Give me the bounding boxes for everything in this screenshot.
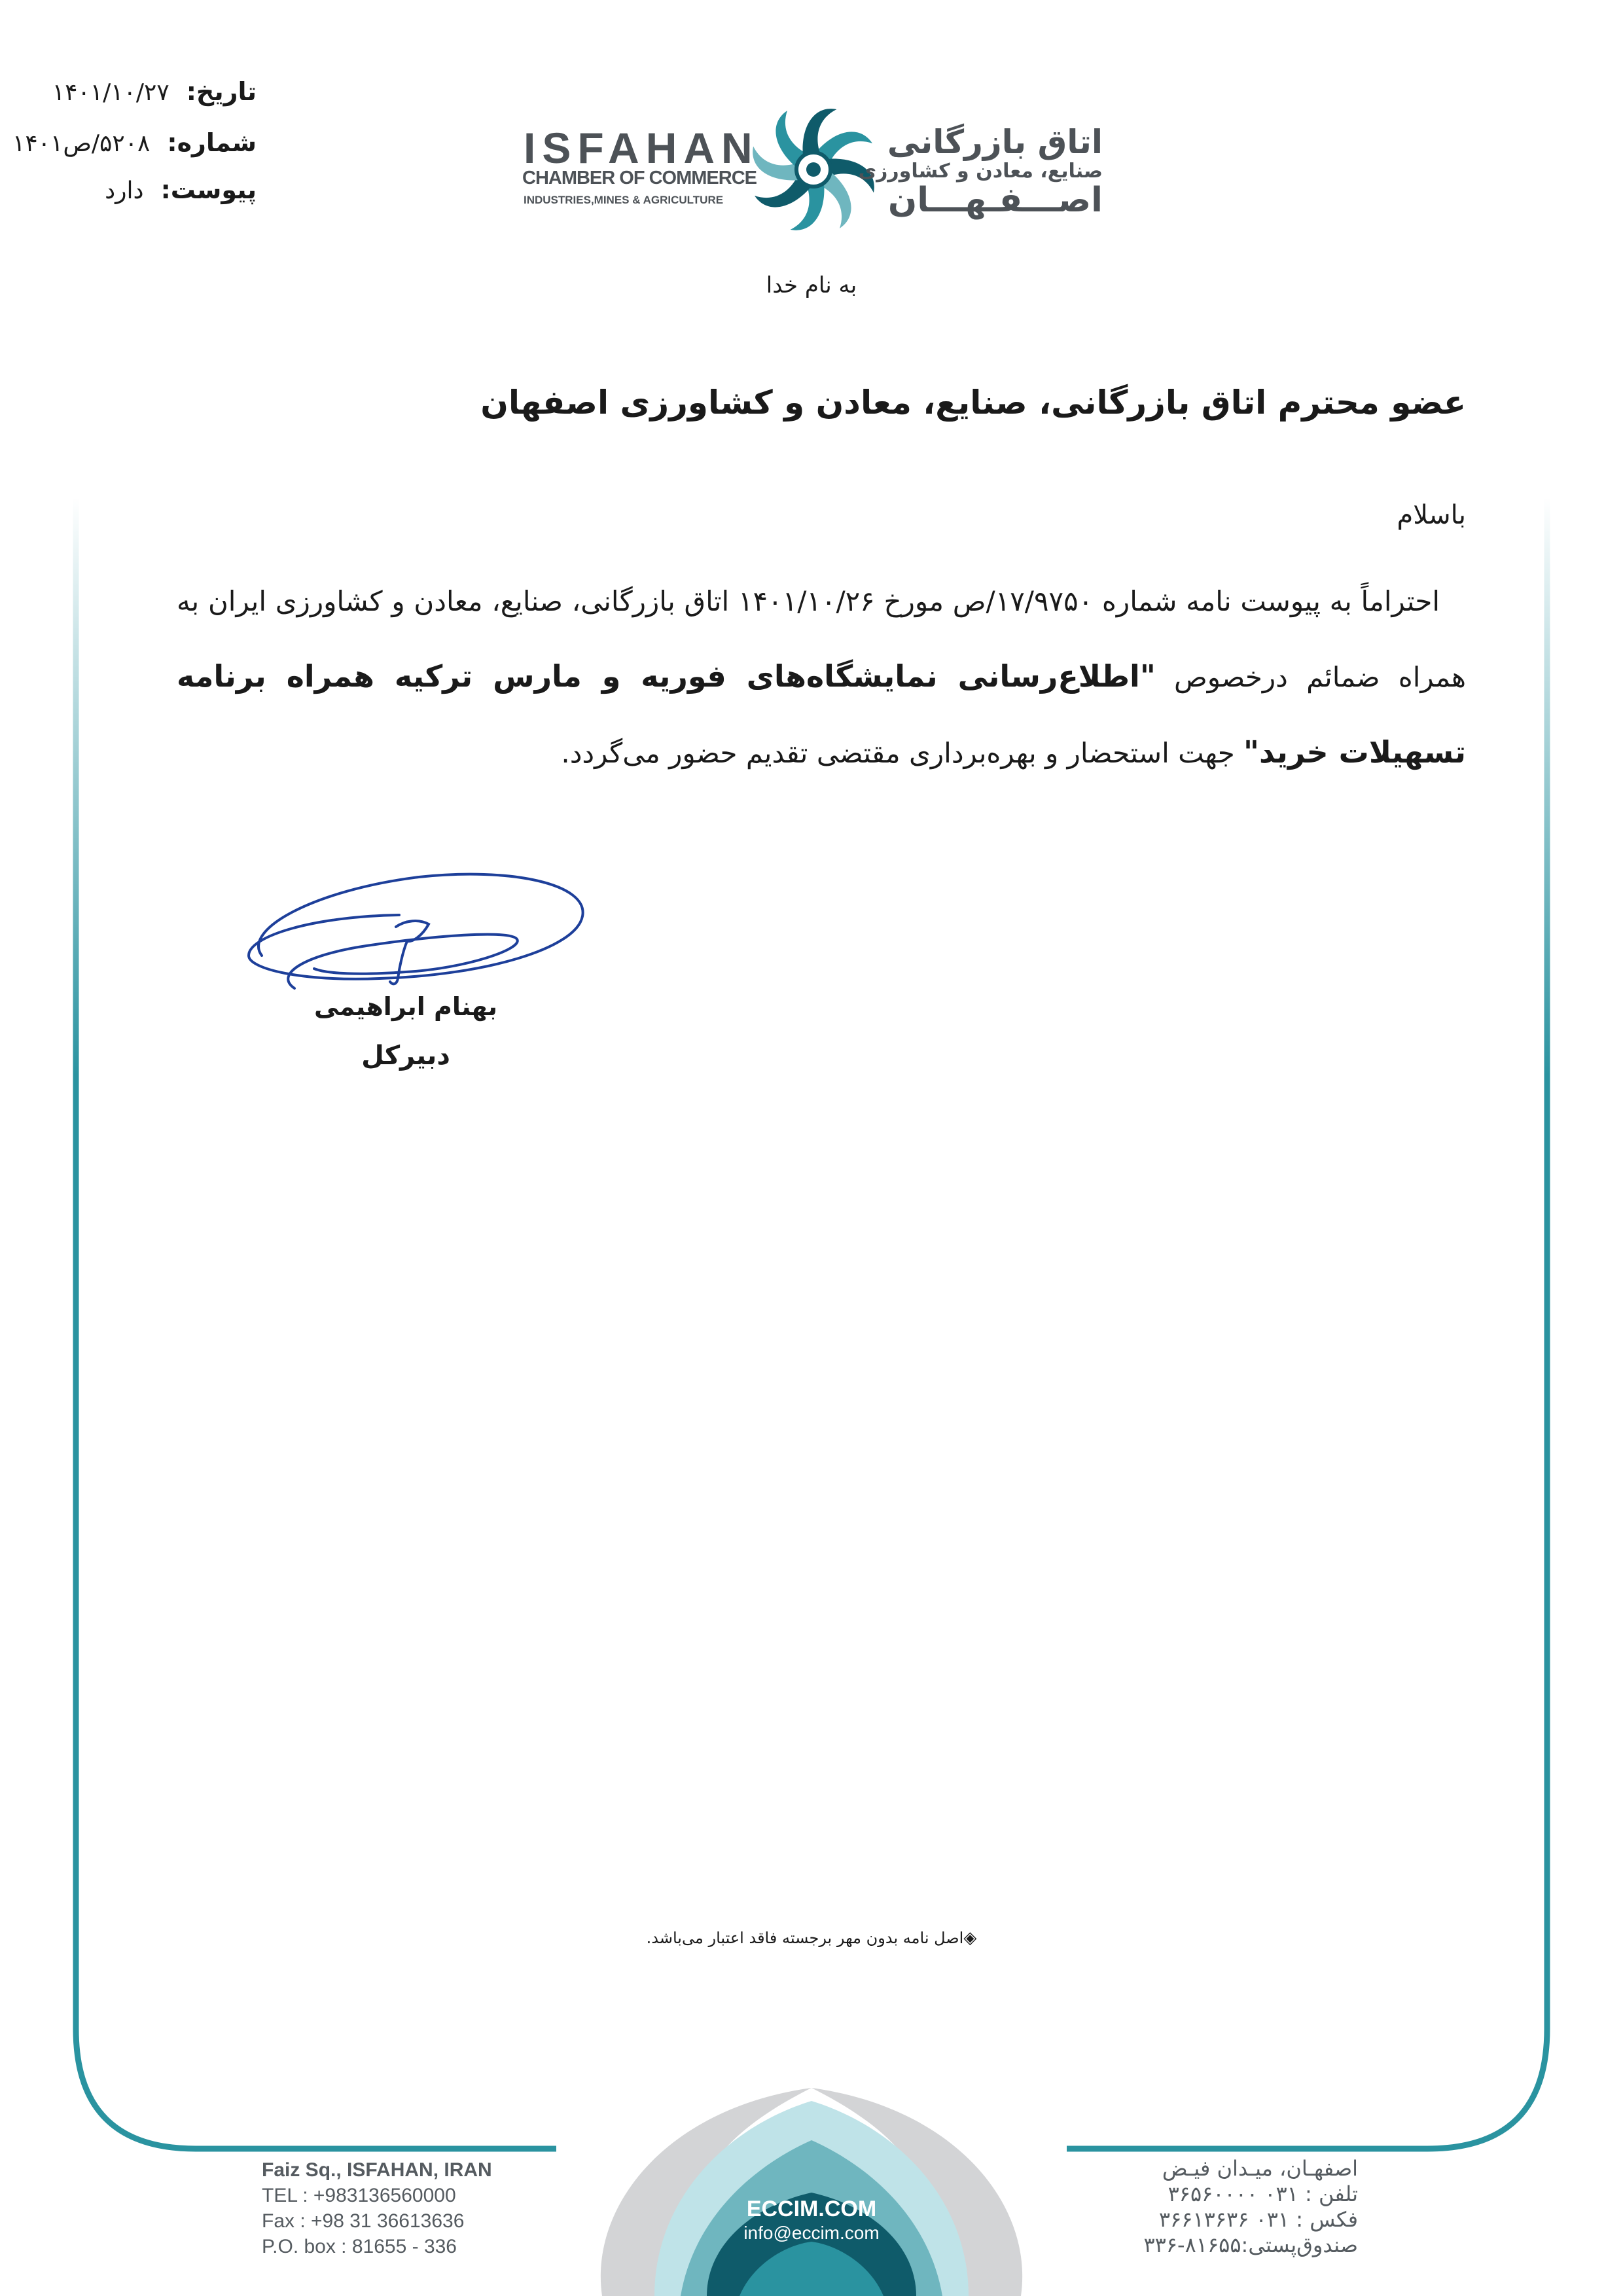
footer-petal-graphic (0, 2016, 1623, 2296)
body-line-2-intro: به همراه ضمائم درخصوص (177, 585, 1466, 693)
number-label: شماره: (167, 128, 257, 157)
body-subject: "اطلاع‌رسانی نمایشگاه‌های فوریه و مارس ترکیه همراه برنامه تسهیلات خرید" (177, 658, 1466, 770)
signatory-title: دبیرکل (361, 1041, 450, 1071)
footer-en-tel: TEL : +983136560000 (262, 2185, 456, 2206)
logo-english-subtitle: CHAMBER OF COMMERCE (522, 168, 757, 188)
body-paragraph (177, 564, 1466, 791)
greeting: باسلام (1397, 500, 1466, 530)
date-value: ۱۴۰۱/۱۰/۲۷ (52, 79, 169, 106)
basmala: به نام خدا (766, 272, 857, 298)
footer-en-fax: Fax : +98 31 36613636 (262, 2210, 465, 2232)
recipient-heading: عضو محترم اتاق بازرگانی، صنایع، معادن و کشاورزی اصفهان (480, 384, 1466, 422)
attachment-label: پیوست: (160, 175, 257, 204)
footer-fa-fax: فکس : ۰۳۱ ۳۶۶۱۳۶۳۶ (1158, 2207, 1358, 2232)
footer-persian-contact (1143, 2156, 1358, 2258)
footer-fa-tel: تلفن : ۰۳۱ ۳۶۵۶۰۰۰۰ (1168, 2181, 1358, 2206)
body-closing: جهت استحضار و بهره‌برداری مقتضی تقدیم حضور می‌گردد. (561, 737, 1244, 769)
footer-en-address: Faiz Sq., ISFAHAN, IRAN (262, 2159, 492, 2181)
footer-english-contact (262, 2157, 492, 2259)
logo-english-title: ISFAHAN (524, 124, 759, 172)
signatory-name: بهنام ابراهیمی (314, 992, 497, 1021)
logo-english-tagline: INDUSTRIES,MINES & AGRICULTURE (524, 194, 724, 206)
footer-fa-address: اصفهـان، میـدان فیـض (1162, 2156, 1358, 2181)
logo-persian-title: اتاق بازرگانی (887, 123, 1103, 161)
diamond-icon: ◈ (963, 1928, 977, 1948)
footer-fa-pobox: صندوق‌پستی:۸۱۶۵۵-۳۳۶ (1143, 2233, 1358, 2257)
footer-en-pobox: P.O. box : 81655 - 336 (262, 2236, 457, 2257)
footer-website[interactable]: ECCIM.COM (746, 2197, 877, 2221)
validity-notice-text: اصل نامه بدون مهر برجسته فاقد اعتبار می‌باشد. (646, 1929, 964, 1947)
logo-persian-city: اصـــفـهـــان (887, 181, 1103, 220)
footer-email[interactable]: info@eccim.com (743, 2223, 880, 2243)
validity-notice (0, 1928, 1623, 1948)
logo-persian-subtitle: صنایع، معادن و کشاورزی (858, 160, 1103, 183)
date-label: تاریخ: (186, 77, 257, 106)
attachment-value: دارد (105, 177, 144, 204)
number-value: ۵۲۰۸/ص۱۴۰۱ (12, 130, 151, 157)
body-line-1: احتراماً به پیوست نامه شماره ۱۷/۹۷۵۰/ص مورخ ۱۴۰۱/۱۰/۲۶ اتاق بازرگانی، صنایع، معادن و کشاورزی ایران (207, 585, 1440, 617)
